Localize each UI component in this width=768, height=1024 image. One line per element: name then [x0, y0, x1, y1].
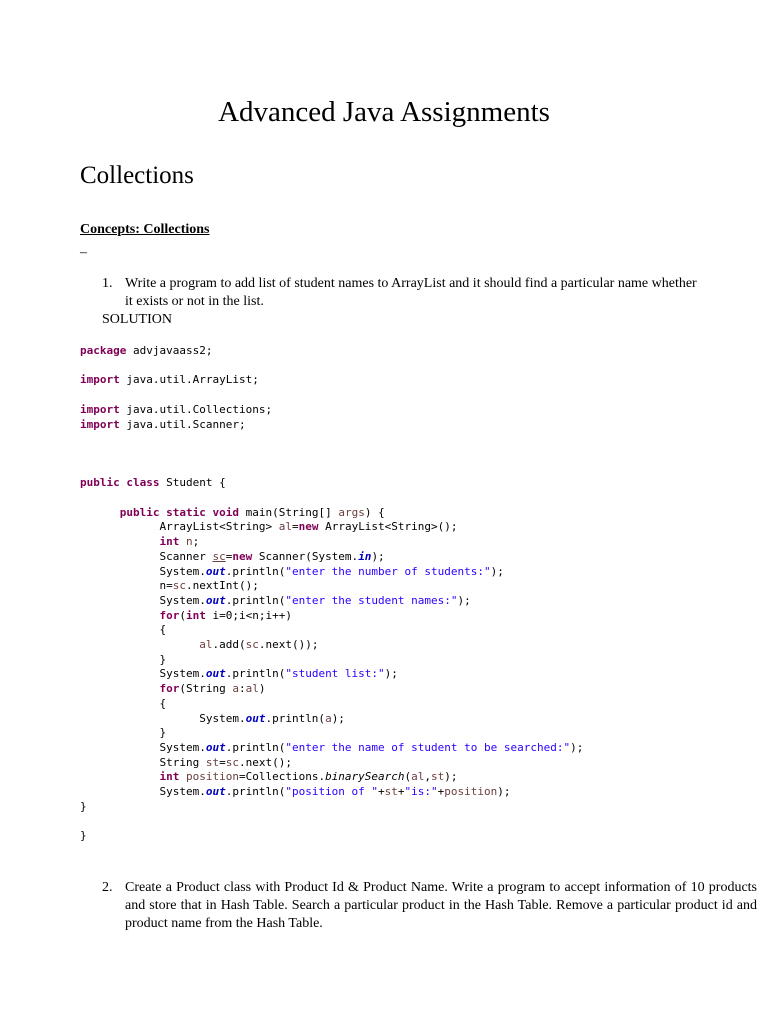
- code-keyword: static: [166, 505, 206, 519]
- code-text: );: [444, 770, 458, 784]
- code-variable: sc: [212, 549, 226, 563]
- code-text: Scanner: [159, 549, 213, 563]
- code-variable: al: [245, 682, 259, 696]
- code-keyword: int: [159, 535, 180, 549]
- code-text: );: [331, 711, 345, 725]
- code-text: ArrayList<String>: [159, 520, 279, 534]
- question-2-number: 2.: [102, 880, 113, 895]
- dash-separator: –: [80, 245, 87, 260]
- code-keyword: public: [80, 476, 120, 490]
- code-text: .println(: [225, 785, 286, 799]
- code-variable: a: [232, 682, 239, 696]
- code-keyword: import: [80, 373, 120, 387]
- code-text: java.util.Scanner;: [119, 417, 246, 431]
- code-field: out: [205, 740, 226, 754]
- code-text: =: [219, 755, 226, 769]
- code-variable: st: [205, 755, 220, 769]
- code-keyword: void: [212, 505, 239, 519]
- concepts-label: Concepts: Collections: [80, 222, 210, 237]
- code-variable: st: [384, 785, 398, 799]
- code-text: (String: [179, 682, 233, 696]
- code-text: System.: [199, 711, 246, 725]
- code-keyword: public: [119, 505, 160, 519]
- code-text: .next();: [238, 755, 292, 769]
- code-text: (: [179, 608, 186, 622]
- code-string: "is:": [404, 785, 438, 799]
- question-1-number: 1.: [102, 276, 113, 291]
- code-keyword: class: [126, 476, 160, 490]
- code-string: "position of ": [285, 785, 379, 799]
- code-variable: args: [338, 505, 365, 519]
- code-text: =Collections.: [238, 770, 326, 784]
- section-heading: Collections: [80, 162, 194, 189]
- code-text: n=: [159, 579, 173, 593]
- code-text: main(String[]: [239, 505, 339, 519]
- code-text: }: [80, 799, 87, 813]
- code-variable: sc: [245, 638, 259, 652]
- solution-label: SOLUTION: [102, 312, 172, 327]
- code-text: +: [437, 785, 445, 799]
- code-text: );: [570, 740, 584, 754]
- code-variable: st: [431, 770, 445, 784]
- code-text: +: [397, 785, 405, 799]
- code-string: "enter the number of students:": [285, 564, 491, 578]
- code-text: ) {: [364, 505, 385, 519]
- code-text: =: [225, 549, 233, 563]
- code-text: Scanner(System.: [252, 549, 359, 563]
- code-text: +: [378, 785, 385, 799]
- code-string: "student list:": [285, 667, 385, 681]
- code-text: ;: [192, 535, 200, 549]
- code-text: System.: [159, 740, 206, 754]
- code-field: out: [205, 564, 226, 578]
- code-text: .println(: [225, 740, 286, 754]
- code-text: .add(: [212, 638, 246, 652]
- code-text: java.util.ArrayList;: [119, 373, 259, 387]
- code-text: Student {: [159, 476, 226, 490]
- document-title: Advanced Java Assignments: [218, 96, 550, 128]
- code-variable: al: [199, 638, 213, 652]
- code-keyword: new: [298, 520, 319, 534]
- code-text: }: [159, 652, 167, 666]
- question-1-text-line1: Write a program to add list of student names to ArrayList and it should find a particular name whether: [125, 276, 697, 291]
- code-text: advjavaass2;: [126, 344, 213, 357]
- code-variable: n: [179, 535, 193, 549]
- code-text: }: [159, 726, 167, 740]
- code-keyword: new: [232, 549, 253, 563]
- code-text: .println(: [265, 711, 326, 725]
- code-field: out: [205, 667, 226, 681]
- code-text: );: [371, 549, 385, 563]
- code-text: java.util.Collections;: [119, 402, 273, 416]
- code-keyword: for: [159, 682, 180, 696]
- code-variable: sc: [225, 755, 239, 769]
- code-text: );: [490, 564, 504, 578]
- code-variable: position: [444, 785, 498, 799]
- code-text: :: [238, 682, 246, 696]
- code-text: );: [457, 593, 471, 607]
- code-text: System.: [159, 785, 206, 799]
- code-text: ,: [424, 770, 432, 784]
- code-string: "enter the student names:": [285, 593, 458, 607]
- code-text: .println(: [225, 593, 286, 607]
- code-text: (: [404, 770, 412, 784]
- code-text: System.: [159, 593, 206, 607]
- code-text: System.: [159, 667, 206, 681]
- code-text: );: [384, 667, 398, 681]
- question-1-text-line2: it exists or not in the list.: [125, 294, 264, 309]
- code-string: "enter the name of student to be searched:": [285, 740, 571, 754]
- code-variable: al: [278, 520, 292, 534]
- code-text: {: [159, 623, 167, 637]
- code-text: );: [497, 785, 511, 799]
- question-2-text: Create a Product class with Product Id & Product Name. Write a program to accept information of 10 products and store that in Hash Table. Search a particular product in the Hash Table. Remove a particular product id and product name from the Hash Table.: [125, 880, 757, 931]
- code-text: String: [159, 755, 206, 769]
- code-text: ): [258, 682, 266, 696]
- code-field: in: [358, 549, 372, 563]
- code-variable: sc: [172, 579, 186, 593]
- code-field: out: [205, 593, 226, 607]
- code-block: [80, 344, 583, 844]
- code-keyword: import: [80, 417, 120, 431]
- code-variable: a: [325, 711, 332, 725]
- code-text: .nextInt();: [185, 579, 259, 593]
- code-keyword: int: [185, 608, 206, 622]
- code-text: i=0;i<n;i++): [205, 608, 292, 622]
- code-keyword: int: [159, 770, 180, 784]
- code-text: ArrayList<String>();: [318, 520, 458, 534]
- code-text: }: [80, 829, 87, 843]
- code-text: System.: [159, 564, 206, 578]
- code-text: .println(: [225, 667, 286, 681]
- code-field: out: [245, 711, 266, 725]
- code-text: =: [291, 520, 299, 534]
- code-variable: al: [411, 770, 425, 784]
- code-text: .next());: [258, 638, 319, 652]
- code-field: out: [205, 785, 226, 799]
- code-text: .println(: [225, 564, 286, 578]
- code-variable: position: [179, 770, 239, 784]
- code-text: {: [159, 696, 167, 710]
- code-keyword: package: [80, 344, 127, 357]
- code-method: binarySearch: [325, 770, 405, 784]
- code-keyword: for: [159, 608, 180, 622]
- code-keyword: import: [80, 402, 120, 416]
